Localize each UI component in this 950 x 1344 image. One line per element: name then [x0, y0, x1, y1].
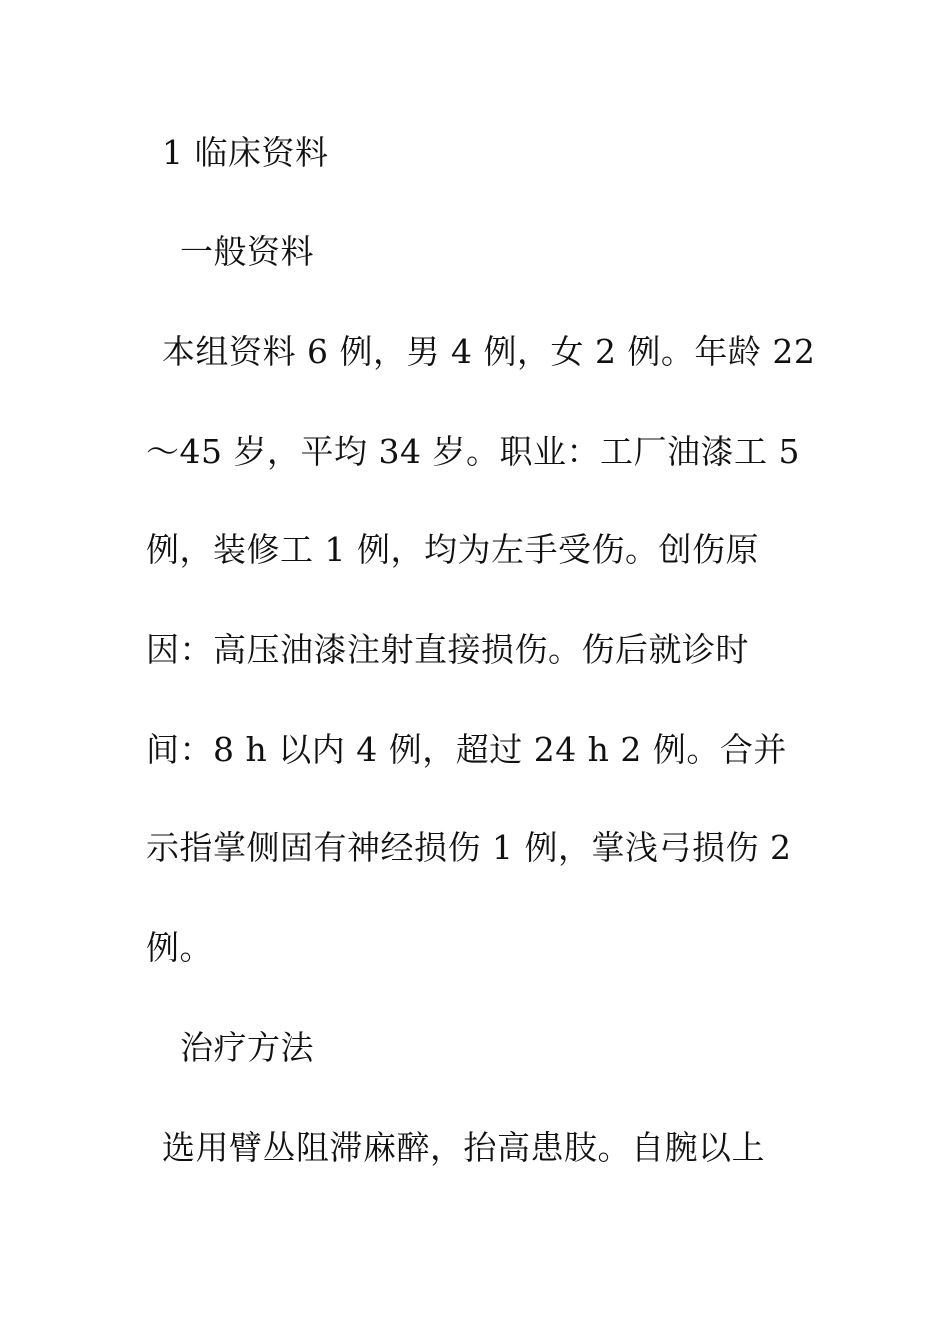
section-heading: 1 临床资料	[162, 133, 329, 172]
subheading-general-info: 一般资料	[180, 232, 314, 271]
paragraph-line: 本组资料 6 例，男 4 例，女 2 例。年龄 22	[162, 332, 816, 371]
paragraph-line: 例，装修工 1 例，均为左手受伤。创伤原	[146, 530, 759, 569]
paragraph-line: 例。	[146, 928, 213, 967]
paragraph-line: 因：高压油漆注射直接损伤。伤后就诊时	[146, 630, 749, 669]
subheading-treatment: 治疗方法	[180, 1028, 314, 1067]
paragraph-line: 间：8 h 以内 4 例，超过 24 h 2 例。合并	[146, 730, 787, 769]
paragraph-line: ～45 岁，平均 34 岁。职业：工厂油漆工 5	[146, 432, 800, 471]
paragraph-line: 示指掌侧固有神经损伤 1 例，掌浅弓损伤 2	[146, 828, 792, 867]
treatment-paragraph-line: 选用臂丛阻滞麻醉，抬高患肢。自腕以上	[162, 1128, 765, 1167]
